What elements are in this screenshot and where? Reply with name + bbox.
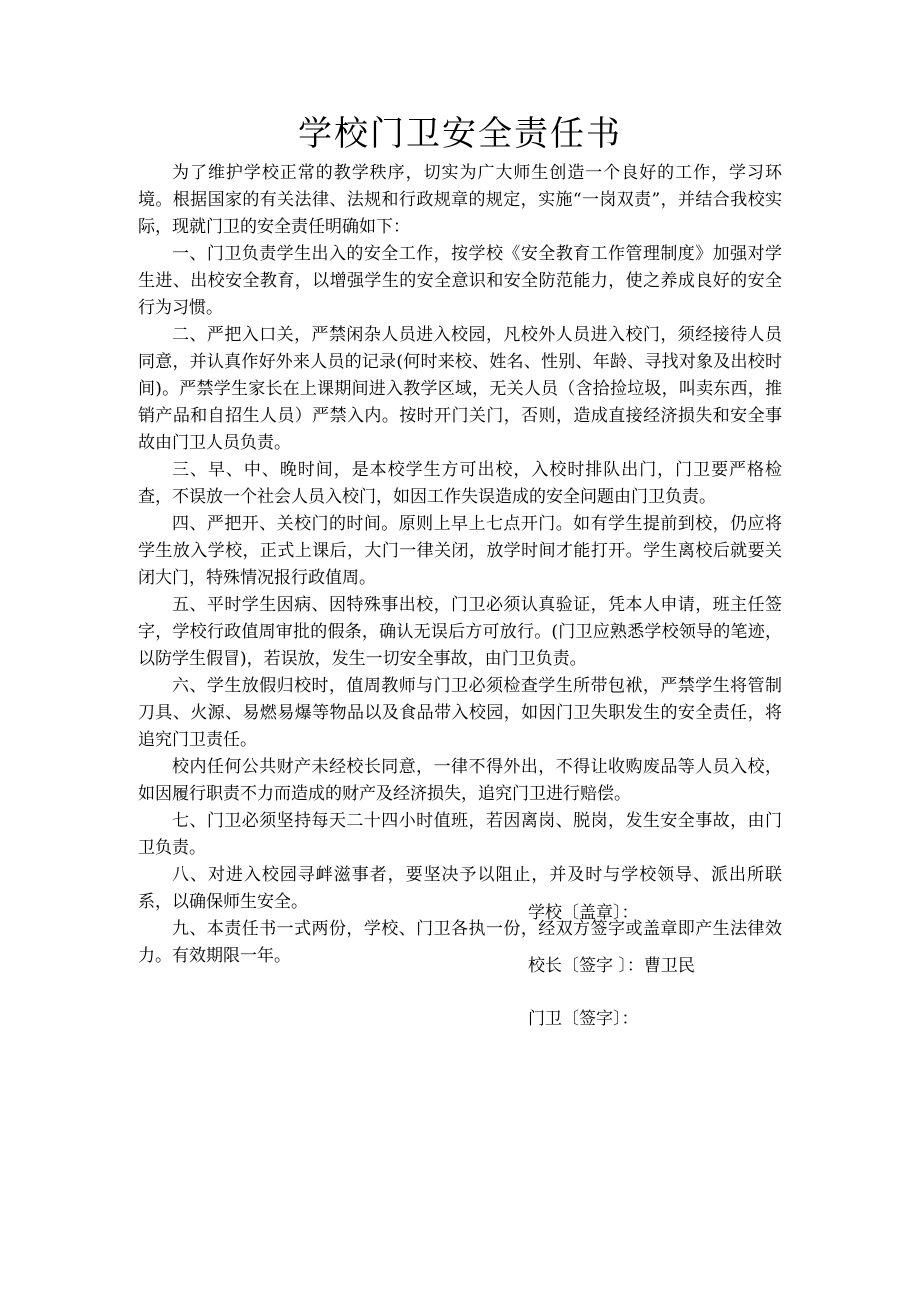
signature-block (528, 900, 828, 1059)
clause-4: 四、严把开、关校门的时间。原则上早上七点开门。如有学生提前到校，仍应将学生放入学校，正式上课后，大门一律关闭，放学时间才能打开。学生离校后就要关闭大门，特殊情况报行政值周。 (138, 514, 782, 588)
clause-9: 九、本责任书一式两份，学校、门卫各执一份，经双方签字或盖章即产生法律效力。有效期限一年。 (138, 919, 782, 966)
clause-2: 二、严把入口关，严禁闲杂人员进入校园，凡校外人员进入校门，须经接待人员同意，并认真作好外来人员的记录(何时来校、姓名、性别、年龄、寻找对象及出校时间)。严禁学生家长在上课期间进入教学区域，无关人员（含拾捡垃圾，叫卖东西，推销产品和自招生人员）严禁入内。按时开门关门，否则，造成直接经济损失和安全事故由门卫人员负责。 (138, 325, 782, 453)
principal-signature-line: 校长〔签字 〕：曹卫民 (528, 956, 695, 976)
clause-6: 六、学生放假归校时，值周教师与门卫必须检查学生所带包袱，严禁学生将管制刀具、火源、易燃易爆等物品以及食品带入校园，如因门卫失职发生的安全责任，将追究门卫责任。 (138, 676, 782, 750)
clause-5: 五、平时学生因病、因特殊事出校，门卫必须认真验证，凭本人申请，班主任签字，学校行政值周审批的假条，确认无误后方可放行。(门卫应熟悉学校领导的笔迹，以防学生假冒)，若误放，发生一切安全事故，由门卫负责。 (138, 595, 782, 669)
school-seal-line: 学校〔盖章〕： (528, 903, 639, 923)
clause-8: 八、对进入校园寻衅滋事者，要坚决予以阻止，并及时与学校领导、派出所联系，以确保师生安全。 (138, 865, 782, 912)
intro-paragraph: 为了维护学校正常的教学秩序，切实为广大师生创造一个良好的工作，学习环境。根据国家的有关法律、法规和行政规章的规定，实施“一岗双责”，并结合我校实际，现就门卫的安全责任明确如下： (138, 163, 782, 237)
document-body (138, 160, 782, 970)
document-title: 学校门卫安全责任书 (298, 114, 622, 154)
property-paragraph: 校内任何公共财产未经校长同意，一律不得外出，不得让收购废品等人员入校，如因履行职责不力而造成的财产及经济损失，追究门卫进行赔偿。 (138, 757, 782, 804)
guard-signature-line: 门卫〔签字〕： (528, 1009, 639, 1029)
clause-3: 三、早、中、晚时间，是本校学生方可出校，入校时排队出门，门卫要严格检查，不误放一个社会人员入校门，如因工作失误造成的安全问题由门卫负责。 (138, 460, 782, 507)
clause-7: 七、门卫必须坚持每天二十四小时值班，若因离岗、脱岗，发生安全事故，由门卫负责。 (138, 811, 782, 858)
clause-1: 一、门卫负责学生出入的安全工作，按学校《安全教育工作管理制度》加强对学生进、出校安全教育，以增强学生的安全意识和安全防范能力，使之养成良好的安全行为习惯。 (138, 244, 782, 318)
